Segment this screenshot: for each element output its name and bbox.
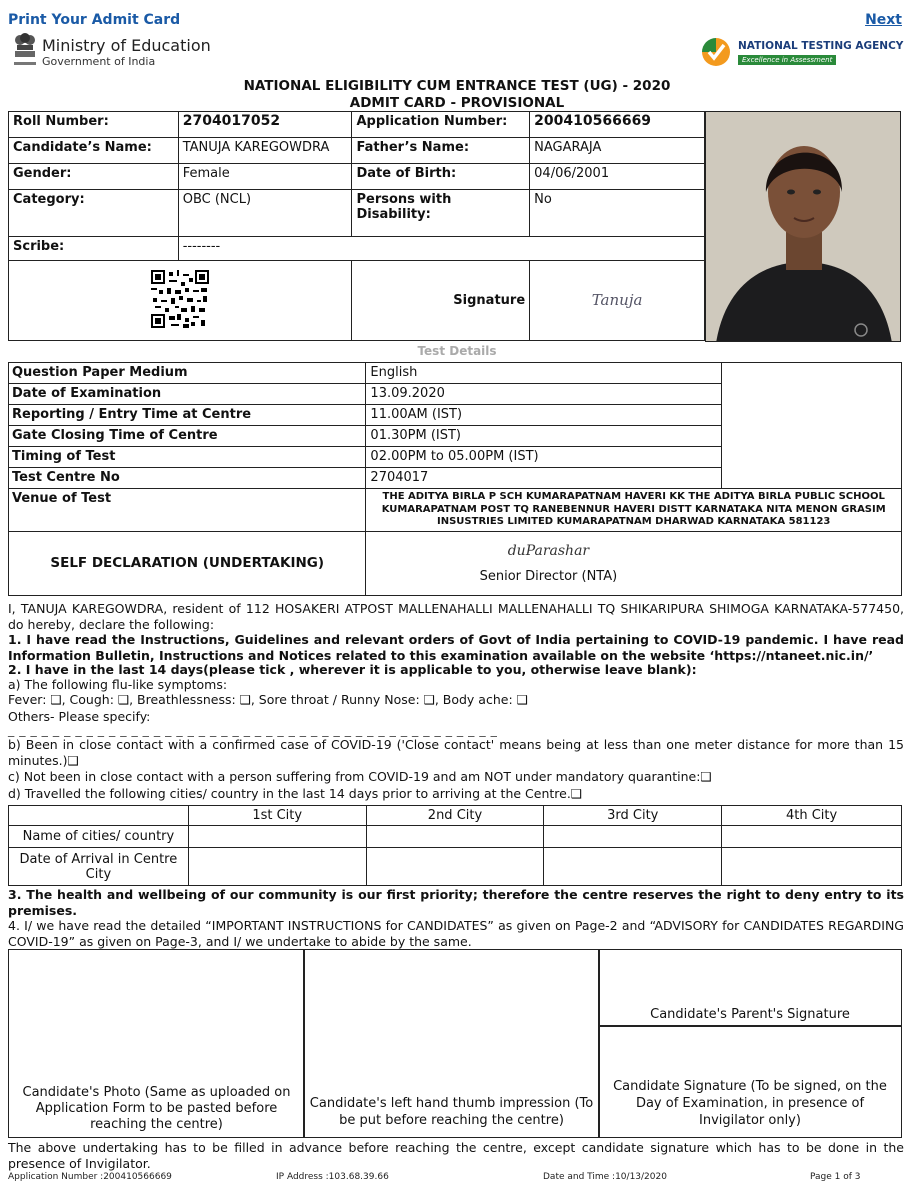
travel-cell[interactable] [366,848,544,886]
declaration-point-1: 1. I have read the Instructions, Guidelines and relevant orders of Govt of India pertaining to COVID-19 pandemic. I have read Information Bulletin, Instructions and Notices related to this examination available on the website ‘https://ntaneet.nic.in/’ [8,632,904,663]
test-row-label: Reporting / Entry Time at Centre [9,405,366,426]
declaration-point-2: 2. I have in the last 14 days(please tick , wherever it is applicable to you, otherwise leave blank): [8,662,697,677]
self-declaration-label: SELF DECLARATION (UNDERTAKING) [9,532,366,596]
category-value: OBC (NCL) [178,190,352,237]
declaration-point-4: 4. I/ we have read the detailed “IMPORTANT INSTRUCTIONS for CANDIDATES” as given on Page-2 and “ADVISORY for CANDIDATES REGARDING COVID-19” as given on Page-3, and I/ we undertake to abide by the same. [8,918,904,949]
father-name-label: Father’s Name: [352,138,530,164]
test-row-label: Timing of Test [9,447,366,468]
admit-card-title: ADMIT CARD - PROVISIONAL [349,95,565,111]
test-row-value: 11.00AM (IST) [366,405,722,426]
nta-name: NATIONAL TESTING AGENCY [738,40,904,52]
candidate-photo [705,111,901,342]
footer-application-number: Application Number :200410566669 [8,1172,172,1182]
travel-header-1: 1st City [188,806,366,826]
ministry-subtitle: Government of India [42,55,156,68]
declaration-point-2a: a) The following flu-like symptoms: [8,677,228,692]
thumb-impression-box-label: Candidate's left hand thumb impression (To be put before reaching the centre) [309,1096,594,1128]
test-row-label: Gate Closing Time of Centre [9,426,366,447]
travel-header-3: 3rd City [544,806,722,826]
pwd-value: No [530,190,705,237]
test-row-label: Question Paper Medium [9,363,366,384]
scribe-value: -------- [178,237,704,261]
category-label: Category: [9,190,179,237]
parent-signature-box[interactable] [598,949,902,1027]
exam-title: NATIONAL ELIGIBILITY CUM ENTRANCE TEST (UG) - 2020 [243,78,671,94]
others-specify-line[interactable]: _ _ _ _ _ _ _ _ _ _ _ _ _ _ _ _ _ _ _ _ _ _ _ _ _ _ _ _ _ _ _ _ _ _ _ _ _ _ _ _ _ _ _ _ [8,722,498,737]
candidate-photo-box[interactable] [8,949,305,1138]
director-title: Senior Director (NTA) [479,568,618,584]
test-row-label: Date of Examination [9,384,366,405]
declaration-point-2b[interactable]: b) Been in close contact with a confirmed case of COVID-19 ('Close contact' means being at less than one meter distance for more than 15 minutes.)❑ [8,737,904,768]
test-details-table [8,362,902,596]
travel-header-2: 2nd City [366,806,544,826]
candidate-name-value: TANUJA KAREGOWDRA [178,138,352,164]
test-row-value: 01.30PM (IST) [366,426,722,447]
signature-label: Signature [352,261,530,341]
candidate-signature-image: Tanuja [591,290,643,309]
roll-number-label: Roll Number: [9,112,179,138]
dob-value: 04/06/2001 [530,164,705,190]
candidate-photo-box-label: Candidate's Photo (Same as uploaded on Application Form to be pasted before reaching the centre) [22,1085,291,1132]
scribe-label: Scribe: [9,237,179,261]
footer-ip-address: IP Address :103.68.39.66 [276,1172,389,1182]
footer-datetime: Date and Time :10/13/2020 [543,1172,667,1182]
travel-cell[interactable] [188,826,366,848]
candidate-details-table [8,111,705,341]
test-row-value: 2704017 [366,468,722,489]
director-signature-image: duParashar [507,542,590,559]
gender-value: Female [178,164,352,190]
footer-page-number: Page 1 of 3 [810,1172,861,1182]
national-emblem-icon [12,32,38,70]
bottom-note: The above undertaking has to be filled in advance before reaching the centre, except candidate signature which has to be done in the presence of Invigilator. [8,1140,904,1171]
travel-cell[interactable] [722,848,902,886]
application-number-label: Application Number: [352,112,530,138]
qr-code-icon [151,270,209,328]
travel-cell[interactable] [366,826,544,848]
print-admit-card-link[interactable]: Print Your Admit Card [8,12,181,28]
roll-number-value: 2704017052 [178,112,352,138]
test-row-value: 13.09.2020 [366,384,722,405]
travel-cell[interactable] [544,826,722,848]
gender-label: Gender: [9,164,179,190]
thumb-impression-box[interactable] [303,949,600,1138]
parent-signature-label: Candidate's Parent's Signature [650,1007,850,1022]
declaration-point-2d[interactable]: d) Travelled the following cities/ country in the last 14 days prior to arriving at the Centre.❑ [8,786,583,801]
test-row-value: 02.00PM to 05.00PM (IST) [366,447,722,468]
pwd-label: Persons with Disability: [352,190,530,237]
next-link[interactable]: Next [865,12,902,28]
test-row-label: Test Centre No [9,468,366,489]
test-row-value: English [366,363,722,384]
declaration-point-2c[interactable]: c) Not been in close contact with a person suffering from COVID-19 and am NOT under mandatory quarantine:❑ [8,769,712,784]
blank-photo-cell [722,363,902,489]
dob-label: Date of Birth: [352,164,530,190]
declaration-intro: I, TANUJA KAREGOWDRA, resident of 112 HOSAKERI ATPOST MALLENAHALLI MALLENAHALLI TQ SHIKARIPURA SHIMOGA KARNATAKA-577450, do hereby, declare the following: [8,601,904,632]
nta-tagline: Excellence in Assessment [738,55,836,65]
candidate-name-label: Candidate’s Name: [9,138,179,164]
travel-table [8,805,902,886]
travel-row-cities-label: Name of cities/ country [9,826,189,848]
test-details-heading: Test Details [417,344,497,358]
nta-logo-icon [700,36,732,68]
travel-cell[interactable] [188,848,366,886]
declaration-point-3: 3. The health and wellbeing of our community is our first priority; therefore the centre reserves the right to deny entry to its premises. [8,887,904,918]
ministry-name: Ministry of Education [42,36,211,55]
travel-header-4: 4th City [722,806,902,826]
travel-cell[interactable] [722,826,902,848]
candidate-signature-box-label: Candidate Signature (To be signed, on the Day of Examination, in presence of Invigilator only) [613,1079,887,1128]
application-number-value: 200410566669 [530,112,705,138]
travel-cell[interactable] [544,848,722,886]
travel-row-arrival-label: Date of Arrival in Centre City [9,848,189,886]
others-specify-label: Others- Please specify: [8,709,151,724]
candidate-signature-box[interactable] [598,1025,902,1138]
venue-value: THE ADITYA BIRLA P SCH KUMARAPATNAM HAVERI KK THE ADITYA BIRLA PUBLIC SCHOOL KUMARAPATNAM POST TQ RANEBENNUR HAVERI DISTT KARNATAKA NITA MENON GRASIM INSUSTRIES LIMITED KUMARAPATNAM DHARWAD KARNATAKA 581123 [366,489,902,532]
father-name-value: NAGARAJA [530,138,705,164]
symptoms-checklist[interactable]: Fever: ❑, Cough: ❑, Breathlessness: ❑, Sore throat / Runny Nose: ❑, Body ache: ❑ [8,692,528,707]
venue-label: Venue of Test [9,489,366,532]
